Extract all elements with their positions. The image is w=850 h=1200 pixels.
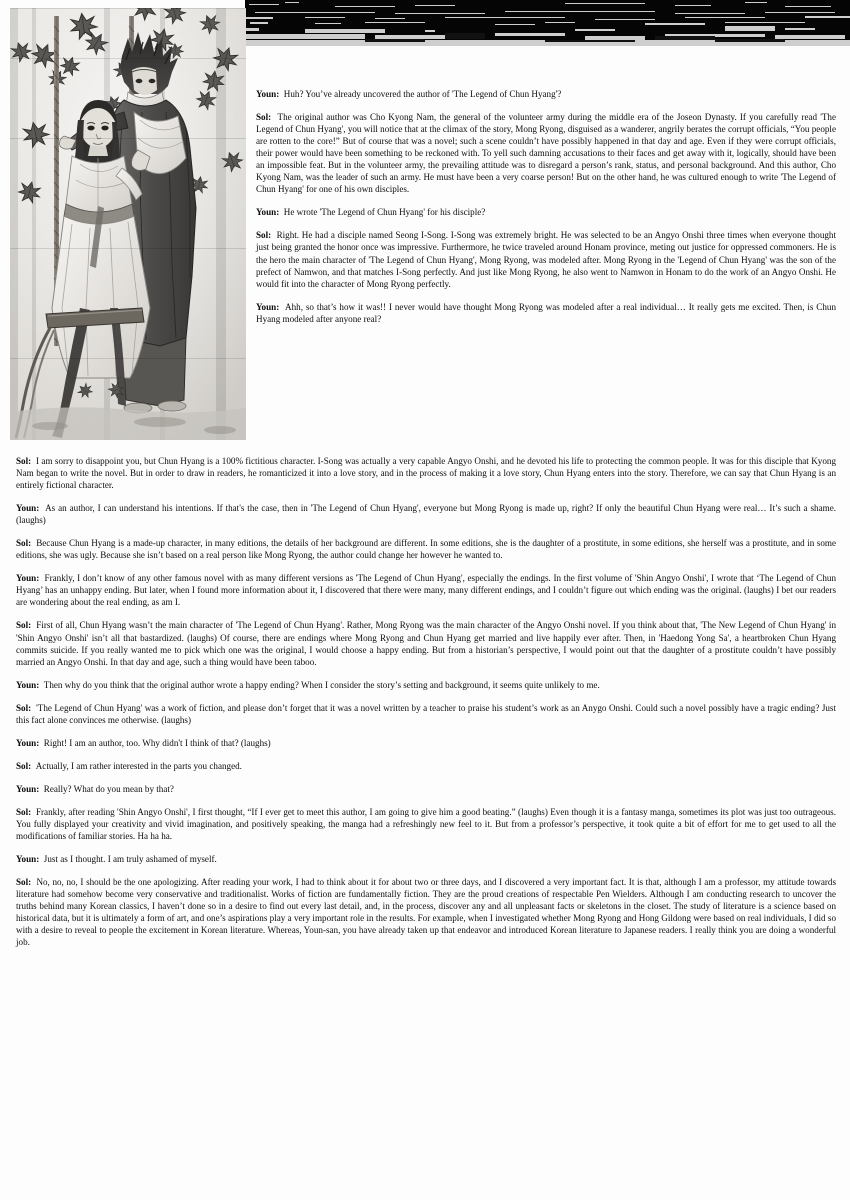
speaker-label: Sol: <box>16 456 32 466</box>
dialogue-paragraph <box>16 679 836 691</box>
dialogue-text: Frankly, after reading 'Shin Angyo Onshi', I first thought, “If I ever get to meet this author, I am going to give him a good beating.” (laughs) Even though it is a fantasy manga, sometimes its plot was just too outrageous. You fully displayed your creativity and vivid imagination, and positively speaking, the manga had a refreshingly new feel to it. But from a professor’s perspective, it took quite a bit of effort for me to get used to all the modifications of familiar stories. Ha ha ha. <box>16 806 836 842</box>
dialogue-text: First of all, Chun Hyang wasn’t the main character of 'The Legend of Chun Hyang'. Rather, Mong Ryong was the main character of the Angyo Onshi novel. If you think about that, 'The New Legend of Chun Hyang' in 'Shin Angyo Onshi' isn’t all that bastardized. (laughs) Of course, there are endings where Mong Ryong and Chun Hyang get married and live happily ever after. Then, in 'Haedong Yong Sa', a heartbroken Chun Hyang commits suicide. If you really wanted me to pick which one was the original, I would choose a happy ending. But from a historian’s perspective, I would point out that the daughter of a prostitute couldn’t have possibly married an Angyo Onshi. In that day and age, such a thing would have been taboo. <box>16 620 837 667</box>
speaker-label: Sol: <box>16 806 32 817</box>
dialogue-text: 'The Legend of Chun Hyang' was a work of fiction, and please don’t forget that it was a novel written by a teacher to praise his student’s work as an Anygo Onshi. Could such a novel possibly have a tragic ending? Just this fact alone convinces me otherwise. (laughs) <box>16 702 836 725</box>
speaker-label: Sol: <box>16 760 32 771</box>
dialogue-paragraph <box>16 760 836 772</box>
speaker-label: Youn: <box>16 503 40 514</box>
dialogue-paragraph <box>16 853 836 865</box>
scan-artifact-band <box>245 0 850 46</box>
speaker-label: Youn: <box>16 573 40 584</box>
dialogue-text: Then why do you think that the original author wrote a happy ending? When I consider the story’s setting and background, it seems quite unlikely to me. <box>43 679 600 690</box>
dialogue-paragraph <box>16 619 836 667</box>
dialogue-paragraph <box>256 206 836 218</box>
dialogue-paragraph <box>16 806 836 842</box>
dialogue-text: Frankly, I don’t know of any other famous novel with as many different versions as 'The Legend of Chun Hyang', especially the endings. In the first volume of 'Shin Angyo Onshi', I wrote that ‘The Legend of Chun Hyang’ has an unhappy ending. But later, when I found more information about it, I discovered that there were many, many different endings, and I couldn’t figure out which ending was the original. (laughs) I bet our readers are wondering about the real ending, as am I. <box>16 573 836 608</box>
dialogue-text: Just as I thought. I am truly ashamed of myself. <box>43 854 217 865</box>
speaker-label: Youn: <box>256 207 280 218</box>
speaker-label: Sol: <box>16 620 32 631</box>
dialogue-paragraph <box>16 572 836 608</box>
dialogue-paragraph <box>16 876 836 948</box>
dialogue-paragraph <box>16 702 836 726</box>
text-column-full <box>16 455 836 948</box>
dialogue-text: He wrote 'The Legend of Chun Hyang' for his disciple? <box>283 207 486 218</box>
speaker-label: Youn: <box>16 783 40 794</box>
dialogue-paragraph <box>16 455 836 491</box>
dialogue-text: Huh? You’ve already uncovered the author of 'The Legend of Chun Hyang'? <box>283 89 562 99</box>
speaker-label: Sol: <box>16 877 32 888</box>
speaker-label: Youn: <box>16 737 40 748</box>
dialogue-text: Really? What do you mean by that? <box>43 783 174 794</box>
dialogue-text: Right! I am an author, too. Why didn't I think of that? (laughs) <box>43 737 271 748</box>
speaker-label: Youn: <box>256 301 280 312</box>
speaker-label: Youn: <box>16 854 40 865</box>
text-column-right <box>256 88 836 325</box>
dialogue-text: I am sorry to disappoint you, but Chun Hyang is a 100% fictitious character. I-Song was actually a very capable Angyo Onshi, and he devoted his life to protecting the common people. It was for this disciple that Kyong Nam began to write the novel. But in order to draw in readers, he romanticized it into a love story, and in the process of making it a love story, Chun Hyang enters into the story. Therefore, we can say that Chun Hyang is an entirely fictional character. <box>16 456 836 491</box>
chapter-illustration <box>10 8 246 440</box>
speaker-label: Sol: <box>256 230 272 241</box>
dialogue-paragraph <box>16 502 836 526</box>
dialogue-text: As an author, I can understand his intentions. If that's the case, then in 'The Legend of Chun Hyang', everyone but Mong Ryong is made up, right? If only the beautiful Chun Hyang were real… It’s such a shame. (laughs) <box>16 503 837 526</box>
speaker-label: Sol: <box>16 702 32 713</box>
dialogue-text: Actually, I am rather interested in the parts you changed. <box>35 760 242 771</box>
illustration-artwork <box>10 8 246 440</box>
dialogue-paragraph <box>256 301 836 325</box>
dialogue-text: Right. He had a disciple named Seong I-Song. I-Song was extremely bright. He was selected to be an Angyo Onshi three times when everyone thought just being granted the honor once was impressive. Furthermore, he twice traveled around Honam province, meting out justice for oppressed commoners. He is the hero the main character of 'The Legend of Chun Hyang', Mong Ryong, was modeled after. Mong Ryong in the 'Legend of Chun Hyang' was the son of the prefect of Namwon, and that matches I-Song perfectly. And just like Mong Ryong, he also went to Namwon in Honam to do the work of an Angyo Onshi. He would fit into the character of Mong Ryong perfectly. <box>256 230 837 289</box>
dialogue-paragraph <box>256 88 836 100</box>
dialogue-paragraph <box>256 229 836 289</box>
dialogue-paragraph <box>16 537 836 561</box>
dialogue-text: Ahh, so that’s how it was!! I never would have thought Mong Ryong was modeled after a real individual… It really gets me excited. Then, is Chun Hyang modeled after anyone real? <box>256 301 837 324</box>
dialogue-text: No, no, no, I should be the one apologizing. After reading your work, I had to think about it for about two or three days, and I discovered a very important fact. It is that, although I am a professor, my attitude towards literature had somehow become very conservative and traditionalist. Works of fiction are fundamentally fiction. They are the proud creations of respectable Pen Wielders. Although I am conducting research to uncover the truths behind many Korean classics, I haven’t done so in a desire to find out every last detail, and, in the process, discover any and all unpleasant facts or skeletons in the closet. The study of literature is a science based on historical data, but it is ultimately a form of art, and one’s aspirations play a very important role in the results. For example, when I investigated whether Mong Ryong and Hong Gildong were based on real individuals, I did so with a desire to reveal to people the excitement in Korean literature. Whereas, Youn-san, you have already taken up that endeavor and introduced Korean literature to Japanese readers. I really think you are doing a wonderful job. <box>16 877 837 948</box>
dialogue-text: Because Chun Hyang is a made-up character, in many editions, the details of her background are different. In some editions, she is the daughter of a prostitute, in some editions, she herself was a prostitute, and in some editions, she was ugly. Because she isn’t based on a real person like Mong Ryong, the author could change her however he wanted to. <box>16 538 836 561</box>
speaker-label: Sol: <box>256 112 272 123</box>
speaker-label: Youn: <box>16 679 40 690</box>
speaker-label: Youn: <box>256 89 280 99</box>
dialogue-text: The original author was Cho Kyong Nam, the general of the volunteer army during the middle era of the Joseon Dynasty. If you carefully read 'The Legend of Chun Hyang', you will notice that at the climax of the story, Mong Ryong, disguised as a wanderer, angrily berates the corrupt officials, “You people are rotten to the core!” But of course that was a novel; such a scene couldn’t have possibly happened in that day and age. Even if they were corrupt officials, their power would have been something to be reckoned with. To yell such damning accusations to their faces and get away with it, logically, should have been an impossible feat. But in the volunteer army, the prevailing attitude was to disregard a person’s rank, status, and personal background. And this author, Cho Kyong Nam, was the leader of such an army. He must have been a very coarse person! But on the other hand, he was cultured enough to write 'The Legend of Chun Hyang' for one of his own disciples. <box>256 112 837 195</box>
speaker-label: Sol: <box>16 538 32 549</box>
dialogue-paragraph <box>16 783 836 795</box>
dialogue-paragraph <box>16 737 836 749</box>
dialogue-paragraph <box>256 111 836 195</box>
